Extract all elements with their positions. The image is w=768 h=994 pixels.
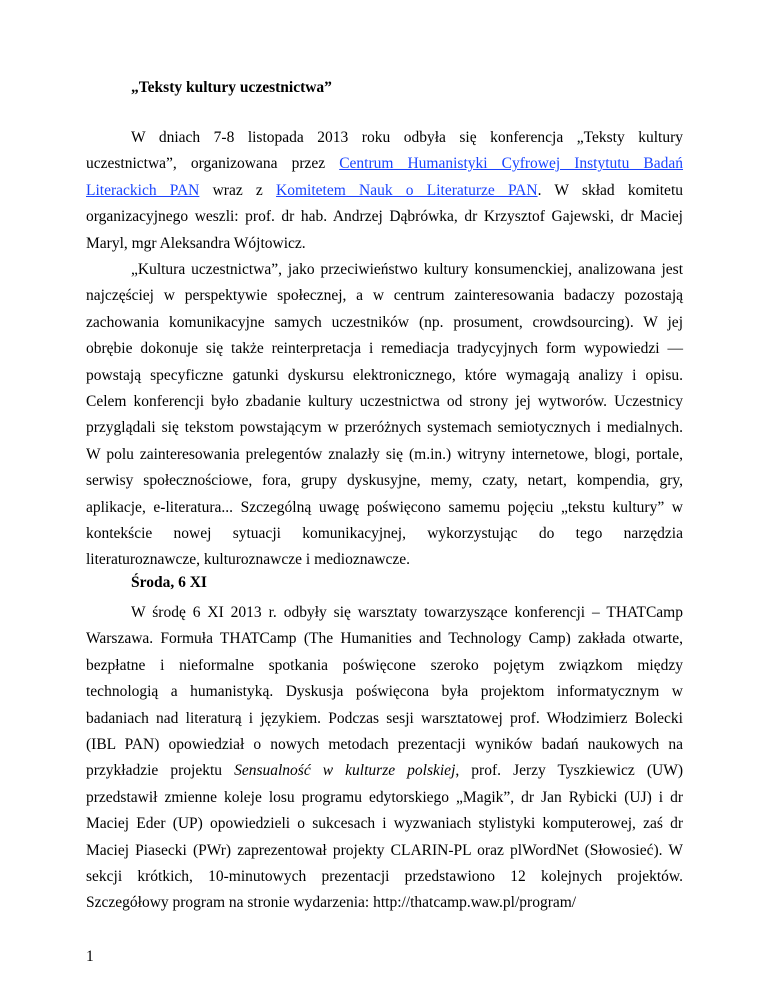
text-run: , prof. Jerzy Tyszkiewicz (UW)	[455, 762, 683, 780]
paragraph-line: bezpłatne i nieformalne spotkania poświęcone szeroko pojętym związkom między	[86, 656, 683, 674]
paragraph-line: Maciej Piasecki (PWr) zaprezentował projekty CLARIN-PL oraz plWordNet (Słowosieć). W	[86, 841, 683, 859]
paragraph-line: (IBL PAN) opowiedział o nowych metodach prezentacji wyników badań naukowych na	[86, 736, 683, 754]
paragraph-line: obrębie dokonuje się także reinterpretacja i remediacja tradycyjnych form wypowiedzi —	[86, 340, 683, 358]
paragraph-line: „Kultura uczestnictwa”, jako przeciwieństwo kultury konsumenckiej, analizowana jest	[131, 261, 683, 278]
paragraph-line: W dniach 7-8 listopada 2013 roku odbyła się konferencja „Teksty kultury	[131, 129, 683, 146]
paragraph-line: najczęściej w perspektywie społecznej, a w centrum zainteresowania badaczy pozostają	[86, 287, 683, 305]
link-centrum-humanistyki-cyfrowej-cont[interactable]: Literackich PAN	[86, 181, 200, 199]
workshop-paragraph	[86, 600, 683, 917]
paragraph-line: Warszawa. Formuła THATCamp (The Humanities and Technology Camp) zakłada otwarte,	[86, 630, 683, 648]
paragraph-line: Maciej Eder (UP) opowiedzieli o sukcesach i wyzwaniach stylistyki komputerowej, zaś dr	[86, 815, 683, 833]
paragraph-line: technologią a humanistyką. Dyskusja poświęcona była projektom informatycznym w	[86, 683, 683, 701]
text-run: . W skład komitetu	[537, 181, 683, 199]
text-run: wraz z	[199, 181, 277, 199]
paragraph-line: aplikacje, e-literatura... Szczególną uwagę poświęcono samemu pojęciu „tekstu kultury” w	[86, 498, 683, 516]
paragraph-line: badaniach nad literaturą i językiem. Podczas sesji warsztatowej prof. Włodzimierz Bolecki	[86, 709, 683, 727]
paragraph-line	[86, 178, 683, 204]
paragraph-line: Szczegółowy program na stronie wydarzenia: http://thatcamp.waw.pl/program/	[86, 894, 577, 912]
paragraph-line	[86, 758, 683, 784]
intro-paragraph	[86, 125, 683, 257]
section-heading: Środa, 6 XI	[131, 574, 207, 591]
text-run: przykładzie projektu	[86, 762, 235, 780]
paragraph-line: literaturoznawcze, kulturoznawcze i medioznawcze.	[86, 551, 411, 569]
page-number: 1	[86, 948, 94, 965]
paragraph-line: zachowania komunikacyjne samych uczestników (np. prosument, crowdsourcing). W jej	[86, 313, 683, 331]
paragraph-line: serwisy społecznościowe, fora, grupy dyskusyjne, memy, czaty, netart, kompendia, gry,	[86, 472, 683, 490]
paragraph-line: Maryl, mgr Aleksandra Wójtowicz.	[86, 234, 306, 252]
paragraph-line	[86, 151, 683, 177]
paragraph-line: sekcji krótkich, 10-minutowych prezentacji przedstawiono 12 kolejnych projektów.	[86, 868, 683, 886]
text-run: uczestnictwa”, organizowana przez	[86, 155, 340, 173]
link-komitet-nauk-o-literaturze[interactable]: Komitetem Nauk o Literaturze PAN	[276, 181, 538, 199]
document-title: „Teksty kultury uczestnictwa”	[131, 79, 332, 96]
italic-project-title: Sensualność w kulturze polskiej	[234, 762, 456, 780]
paragraph-line: Celem konferencji było zbadanie kultury uczestnictwa od strony jej wytworów. Uczestnicy	[86, 393, 683, 411]
paragraph-line: przyglądali się tekstom powstającym w przeróżnych systemach semiotycznych i medialnych.	[86, 419, 683, 437]
paragraph-line: W polu zainteresowania prelegentów znalazły się (m.in.) witryny internetowe, blogi, portale,	[86, 445, 683, 463]
paragraph-line: przedstawił zmienne koleje losu programu edytorskiego „Magik”, dr Jan Rybicki (UJ) i dr	[86, 788, 683, 806]
paragraph-line: kontekście nowej sytuacji komunikacyjnej, wykorzystując do tego narzędzia	[86, 525, 683, 543]
paragraph-line: powstają specyficzne gatunki dyskursu elektronicznego, które wymagają analizy i opisu.	[86, 366, 683, 384]
description-paragraph	[86, 257, 683, 574]
paragraph-line: organizacyjnego weszli: prof. dr hab. Andrzej Dąbrówka, dr Krzysztof Gajewski, dr Maciej	[86, 208, 683, 226]
paragraph-line: W środę 6 XI 2013 r. odbyły się warsztaty towarzyszące konferencji – THATCamp	[131, 604, 683, 621]
link-centrum-humanistyki-cyfrowej[interactable]: Centrum Humanistyki Cyfrowej Instytutu Badań	[339, 155, 684, 173]
